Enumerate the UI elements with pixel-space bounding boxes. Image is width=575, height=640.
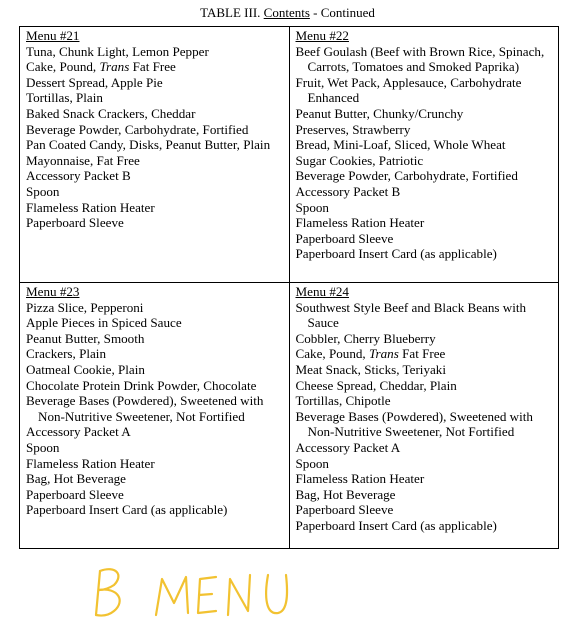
- menu-item-text: Spoon: [295, 455, 329, 471]
- menu-item: [26, 331, 283, 347]
- menu-item-text: Spoon: [295, 199, 329, 215]
- menu-item: [26, 471, 283, 487]
- menu-item-text: Flameless Ration Heater: [26, 199, 155, 215]
- menu-title: Menu #21: [26, 28, 80, 43]
- menu-item: [26, 440, 283, 456]
- menu-item-text: Dessert Spread, Apple Pie: [26, 74, 163, 90]
- menu-item: [26, 59, 283, 75]
- handwritten-b-menu-note: [88, 557, 298, 627]
- menu-item: [296, 75, 553, 106]
- menu-item: [296, 200, 553, 216]
- caption-prefix: TABLE III.: [200, 5, 264, 20]
- menu-contents-table: [19, 26, 559, 549]
- menu-item: [26, 315, 283, 331]
- menu-item-text: Accessory Packet B: [26, 168, 131, 184]
- menu-item: [296, 137, 553, 153]
- menu-item-list: [26, 44, 283, 231]
- menu-item-text: Flameless Ration Heater: [26, 455, 155, 471]
- menu-item-text: Fruit, Wet Pack, Applesauce, Carbohydrate Enhanced: [295, 74, 522, 106]
- menu-item-text: Beef Goulash (Beef with Brown Rice, Spinach, Carrots, Tomatoes and Smoked Paprika): [295, 43, 545, 75]
- menu-item: [26, 346, 283, 362]
- menu-item-text: Accessory Packet A: [26, 424, 131, 440]
- menu-item-text: Spoon: [26, 183, 60, 199]
- menu-item: [26, 168, 283, 184]
- menu-title: Menu #23: [26, 284, 80, 299]
- menu-cell: [20, 27, 290, 283]
- menu-item-text: Peanut Butter, Smooth: [26, 330, 145, 346]
- menu-item-text: Beverage Bases (Powdered), Sweetened with Non-Nutritive Sweetener, Not Fortified: [26, 393, 264, 424]
- menu-item-text: Beverage Powder, Carbohydrate, Fortified: [26, 121, 249, 137]
- menu-item-text: Flameless Ration Heater: [295, 215, 425, 231]
- menu-item-text: Flameless Ration Heater: [295, 471, 425, 487]
- menu-item: [296, 456, 553, 472]
- menu-item-text: Tortillas, Chipotle: [295, 393, 391, 409]
- menu-item-text: Tortillas, Plain: [26, 90, 103, 106]
- menu-item: [26, 215, 283, 231]
- menu-item-text: Crackers, Plain: [26, 346, 106, 362]
- menu-item-text: Fat Free: [398, 346, 446, 362]
- menu-item: [26, 456, 283, 472]
- menu-item: [296, 153, 553, 169]
- menu-item-text: Pizza Slice, Pepperoni: [26, 299, 144, 315]
- menu-item: [296, 300, 553, 331]
- menu-item: [26, 44, 283, 60]
- menu-item-text: Meat Snack, Sticks, Teriyaki: [295, 361, 446, 377]
- menu-item-text: Peanut Butter, Chunky/Crunchy: [295, 105, 464, 121]
- caption-underlined: Contents: [263, 5, 310, 20]
- menu-item: [296, 518, 553, 534]
- menu-item-text: Paperboard Sleeve: [295, 502, 394, 518]
- menu-item: [26, 200, 283, 216]
- menu-title: Menu #22: [295, 28, 349, 43]
- menu-item: [296, 502, 553, 518]
- menu-item: [26, 122, 283, 138]
- menu-item: [296, 184, 553, 200]
- menu-cell: [289, 283, 559, 549]
- menu-item: [296, 487, 553, 503]
- menu-cell: [289, 27, 559, 283]
- menu-item: [26, 106, 283, 122]
- menu-item-text: Paperboard Sleeve: [26, 486, 124, 502]
- menu-item-text: Paperboard Insert Card (as applicable): [295, 246, 497, 262]
- menu-item-italic-text: Trans: [99, 59, 130, 75]
- table-caption: [0, 5, 575, 20]
- menu-item-list: [296, 300, 553, 534]
- menu-item: [296, 362, 553, 378]
- menu-item-text: Tuna, Chunk Light, Lemon Pepper: [26, 43, 209, 59]
- caption-suffix: - Continued: [309, 5, 375, 20]
- menu-item: [26, 153, 283, 169]
- menu-item: [296, 215, 553, 231]
- menu-item: [26, 184, 283, 200]
- menu-item-text: Bag, Hot Beverage: [295, 486, 396, 502]
- menu-item: [26, 137, 283, 153]
- menu-item: [296, 471, 553, 487]
- menu-item-italic-text: Trans: [368, 346, 399, 362]
- menu-item: [26, 424, 283, 440]
- menu-item-list: [296, 44, 553, 262]
- table-row: [20, 283, 559, 549]
- menu-item: [26, 90, 283, 106]
- menu-item-text: Accessory Packet B: [295, 183, 401, 199]
- menu-item: [26, 378, 283, 394]
- menu-item: [296, 393, 553, 409]
- menu-item-text: Apple Pieces in Spiced Sauce: [26, 315, 182, 331]
- menu-item: [296, 122, 553, 138]
- menu-item-text: Beverage Powder, Carbohydrate, Fortified: [295, 168, 518, 184]
- menu-item-text: Mayonnaise, Fat Free: [26, 152, 140, 168]
- menu-item-text: Paperboard Insert Card (as applicable): [295, 517, 497, 533]
- menu-item: [296, 378, 553, 394]
- menu-item-text: Cobbler, Cherry Blueberry: [295, 330, 436, 346]
- menu-item-text: Cheese Spread, Cheddar, Plain: [295, 377, 457, 393]
- menu-cell: [20, 283, 290, 549]
- menu-item: [296, 168, 553, 184]
- menu-item: [26, 300, 283, 316]
- menu-item: [26, 75, 283, 91]
- menu-item-text: Cake, Pound,: [295, 346, 369, 362]
- menu-item: [296, 246, 553, 262]
- menu-item: [296, 331, 553, 347]
- menu-item: [296, 346, 553, 362]
- menu-item: [26, 393, 283, 424]
- menu-item: [296, 440, 553, 456]
- menu-item-text: Sugar Cookies, Patriotic: [295, 152, 424, 168]
- table-row: [20, 27, 559, 283]
- menu-item-text: Fat Free: [129, 59, 176, 75]
- menu-item: [296, 231, 553, 247]
- menu-item-text: Bread, Mini-Loaf, Sliced, Whole Wheat: [295, 137, 506, 153]
- menu-item-text: Paperboard Insert Card (as applicable): [26, 502, 228, 518]
- menu-title: Menu #24: [295, 284, 349, 299]
- menu-item-text: Paperboard Sleeve: [295, 230, 394, 246]
- menu-item-text: Baked Snack Crackers, Cheddar: [26, 105, 196, 121]
- menu-item: [26, 502, 283, 518]
- menu-item-text: Chocolate Protein Drink Powder, Chocolate: [26, 377, 257, 393]
- menu-item-text: Paperboard Sleeve: [26, 215, 124, 231]
- menu-item: [296, 44, 553, 75]
- menu-item-text: Pan Coated Candy, Disks, Peanut Butter, Plain: [26, 137, 271, 153]
- menu-item-list: [26, 300, 283, 518]
- menu-item-text: Cake, Pound,: [26, 59, 100, 75]
- menu-item-text: Spoon: [26, 439, 60, 455]
- menu-item-text: Accessory Packet A: [295, 439, 401, 455]
- menu-item: [296, 409, 553, 440]
- menu-item: [26, 487, 283, 503]
- menu-item-text: Southwest Style Beef and Black Beans with Sauce: [295, 299, 527, 331]
- menu-item-text: Oatmeal Cookie, Plain: [26, 361, 145, 377]
- menu-item: [296, 106, 553, 122]
- menu-item-text: Beverage Bases (Powdered), Sweetened with Non-Nutritive Sweetener, Not Fortified: [295, 408, 533, 440]
- menu-item-text: Preserves, Strawberry: [295, 121, 411, 137]
- menu-item: [26, 362, 283, 378]
- menu-item-text: Bag, Hot Beverage: [26, 471, 126, 487]
